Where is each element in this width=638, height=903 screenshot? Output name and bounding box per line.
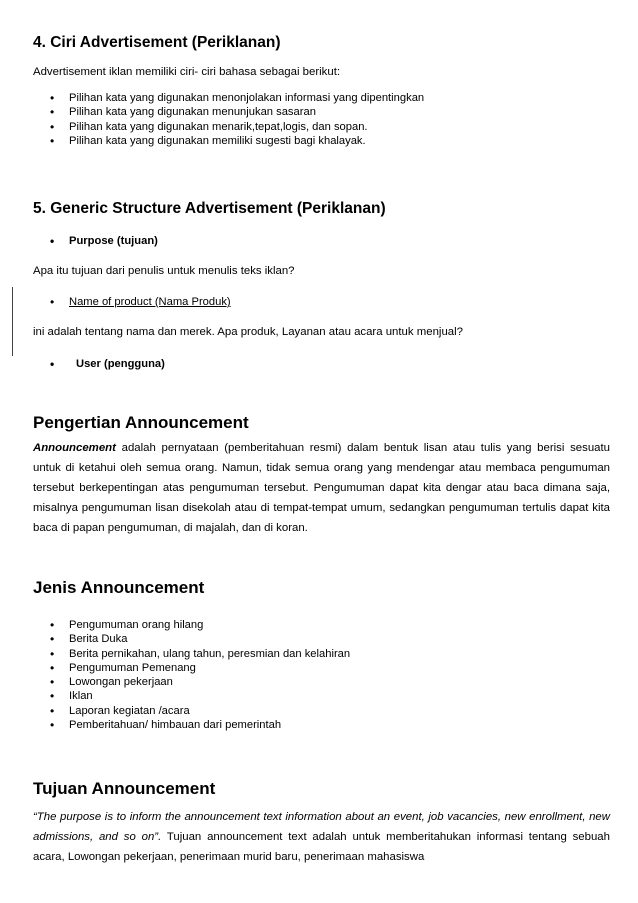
list-item: • Pilihan kata yang digunakan menarik,tepat,logis, dan sopan. xyxy=(33,120,424,134)
product-label: • Name of product (Nama Produk) xyxy=(33,295,231,309)
jenis-heading: Jenis Announcement xyxy=(33,578,205,597)
pengertian-paragraph xyxy=(33,438,610,538)
margin-line xyxy=(12,287,13,356)
tujuan-paragraph xyxy=(33,807,610,867)
purpose-label: • Purpose (tujuan) xyxy=(33,234,158,248)
list-item: • Berita pernikahan, ulang tahun, peresmian dan kelahiran xyxy=(33,647,350,661)
purpose-bullet xyxy=(33,234,158,248)
section-5-heading: 5. Generic Structure Advertisement (Periklanan) xyxy=(33,200,386,217)
list-item: • Pilihan kata yang digunakan menunjukan sasaran xyxy=(33,105,424,119)
user-bullet xyxy=(33,357,165,371)
product-bullet xyxy=(33,295,231,309)
list-item: • Pengumuman orang hilang xyxy=(33,618,350,632)
list-item: • Pemberitahuan/ himbauan dari pemerintah xyxy=(33,718,350,732)
list-item: • Pilihan kata yang digunakan menonjolakan informasi yang dipentingkan xyxy=(33,91,424,105)
tujuan-quote: “The purpose is to inform the announcement text information about an event, job vacancies, new enrollment, new admissions, and so on”. xyxy=(33,811,610,843)
purpose-text: Apa itu tujuan dari penulis untuk menulis teks iklan? xyxy=(33,265,295,277)
tujuan-heading: Tujuan Announcement xyxy=(33,779,216,798)
list-item: • Laporan kegiatan /acara xyxy=(33,704,350,718)
list-item: • Berita Duka xyxy=(33,632,350,646)
list-item: • Iklan xyxy=(33,689,350,703)
pengertian-text: adalah pernyataan (pemberitahuan resmi) dalam bentuk lisan atau tulis yang berisi sesuatu untuk di ketahui oleh semua orang. Namun, tidak semua orang yang mendengar atau membaca pengumuman tersebut berkepentingan atas pengumuman tersebut. Pengumuman dapat kita dengar atau baca dimana saja, misalnya pengumuman lisan disekolah atau di tempat-tempat umum, sedangkan pengumuman tertulis dapat kita baca di papan pengumuman, di majalah, dan di koran. xyxy=(33,442,610,534)
product-text: ini adalah tentang nama dan merek. Apa produk, Layanan atau acara untuk menjual? xyxy=(33,326,463,338)
section-4-heading: 4. Ciri Advertisement (Periklanan) xyxy=(33,34,281,51)
announcement-term: Announcement xyxy=(33,442,116,454)
jenis-list xyxy=(33,618,350,732)
tujuan-text: Tujuan announcement text adalah untuk memberitahukan informasi tentang sebuah acara, Lowongan pekerjaan, penerimaan murid baru, penerimaan mahasiswa xyxy=(33,831,610,863)
list-item: • Pilihan kata yang digunakan memiliki sugesti bagi khalayak. xyxy=(33,134,424,148)
user-label: • User (pengguna) xyxy=(33,357,165,371)
pengertian-heading: Pengertian Announcement xyxy=(33,413,249,432)
section-4-list xyxy=(33,91,424,148)
list-item: • Pengumuman Pemenang xyxy=(33,661,350,675)
list-item: • Lowongan pekerjaan xyxy=(33,675,350,689)
section-4-intro: Advertisement iklan memiliki ciri- ciri bahasa sebagai berikut: xyxy=(33,66,341,78)
